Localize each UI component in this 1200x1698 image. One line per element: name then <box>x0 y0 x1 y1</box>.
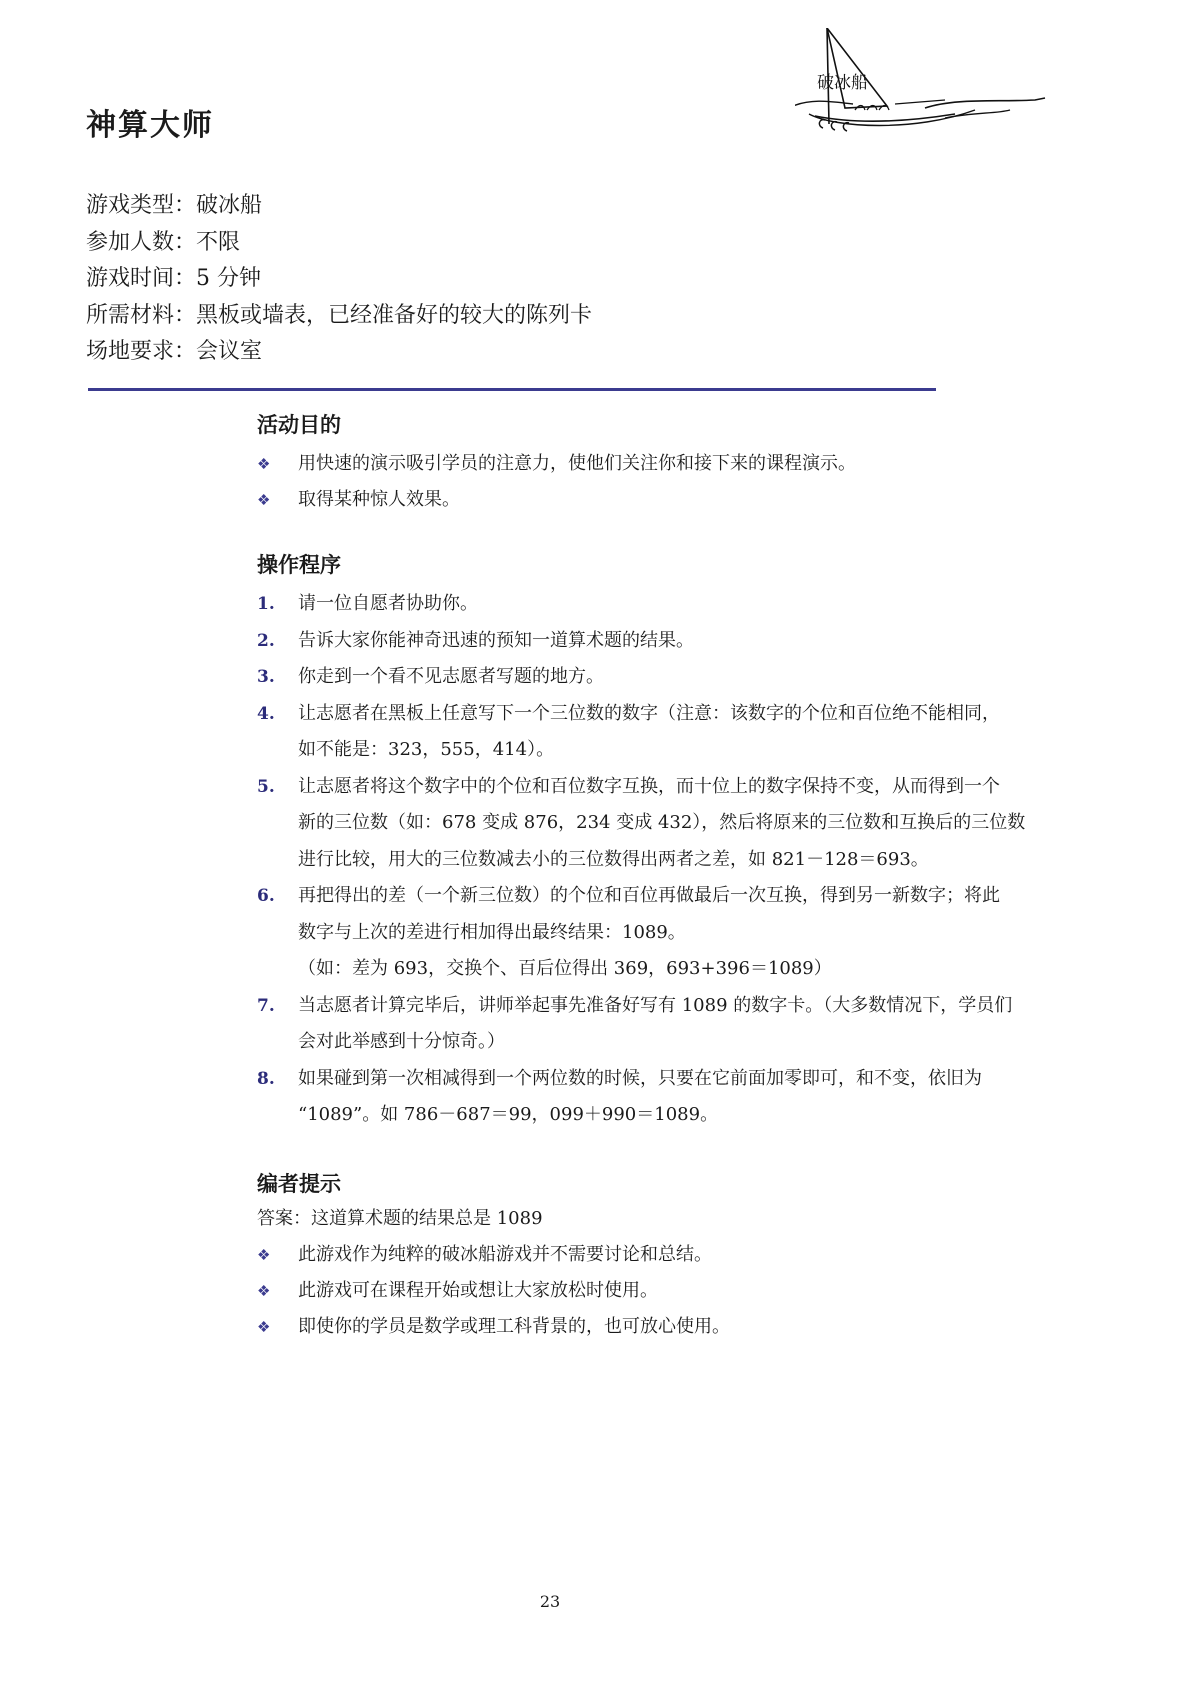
step-number: 6. <box>257 886 275 906</box>
venue: 场地要求：会议室 <box>86 339 263 364</box>
diamond-bullet-icon: ❖ <box>257 491 271 509</box>
purpose-section <box>257 408 1117 518</box>
list-item: ❖ 取得某种惊人效果。 <box>257 482 1117 518</box>
notes-list <box>257 1237 1117 1345</box>
game-time: 游戏时间：5 分钟 <box>86 266 261 291</box>
step-item: 5. 让志愿者将这个数字中的个位和百位数字互换，而十位上的数字保持不变，从而得到一个 新的三位数（如：678 变成 876，234 变成 432），然后将原来的三位数和互换后的三位数 进行比较，用大的三位数减去小的三位数得出两者之差，如 821－128＝693。 <box>257 769 1117 879</box>
step-number: 2. <box>257 630 275 651</box>
step-number: 1. <box>257 594 275 614</box>
section-heading-notes: 编者提示 <box>257 1171 341 1196</box>
diamond-bullet-icon: ❖ <box>257 455 271 473</box>
step-number: 4. <box>257 703 275 724</box>
game-type: 游戏类型：破冰船 <box>86 193 263 218</box>
page-title: 神算大师 <box>86 108 214 143</box>
main-content <box>257 408 1117 1345</box>
game-info-list <box>86 188 592 371</box>
step-item: 6. 再把得出的差（一个新三位数）的个位和百位再做最后一次互换，得到另一新数字；将此 数字与上次的差进行相加得出最终结果：1089。 （如：差为 693，交换个、百后位得出 369，693+396＝1089） <box>257 878 1117 988</box>
step-number: 3. <box>257 667 275 687</box>
purpose-list <box>257 446 1117 518</box>
step-number: 8. <box>257 1068 275 1089</box>
section-heading-procedure: 操作程序 <box>257 553 341 577</box>
logo-text: 破冰船 <box>817 73 868 93</box>
notes-section <box>257 1167 1117 1345</box>
step-item: 2. 告诉大家你能神奇迅速的预知一道算术题的结果。 <box>257 623 1117 660</box>
list-item: ❖ 即使你的学员是数学或理工科背景的，也可放心使用。 <box>257 1309 1117 1345</box>
step-item: 8. 如果碰到第一次相减得到一个两位数的时候，只要在它前面加零即可，和不变，依旧为 “1089”。如 786－687＝99，099＋990＝1089。 <box>257 1061 1117 1134</box>
section-heading-purpose: 活动目的 <box>257 413 341 437</box>
page-number: 23 <box>539 1592 561 1611</box>
materials: 所需材料：黑板或墙表，已经准备好的较大的陈列卡 <box>86 302 593 328</box>
procedure-steps <box>257 586 1117 1134</box>
diamond-bullet-icon: ❖ <box>257 1281 271 1300</box>
step-number: 5. <box>257 776 275 797</box>
step-number: 7. <box>257 995 275 1016</box>
sailboat-icon <box>795 28 1070 148</box>
list-item: ❖ 此游戏可在课程开始或想让大家放松时使用。 <box>257 1273 1117 1309</box>
diamond-bullet-icon: ❖ <box>257 1245 271 1264</box>
step-item: 3. 你走到一个看不见志愿者写题的地方。 <box>257 659 1117 696</box>
list-item: ❖ 用快速的演示吸引学员的注意力，使他们关注你和接下来的课程演示。 <box>257 446 1117 482</box>
diamond-bullet-icon: ❖ <box>257 1317 271 1336</box>
procedure-section <box>257 548 1117 1134</box>
step-item: 1. 请一位自愿者协助你。 <box>257 586 1117 623</box>
participants: 参加人数：不限 <box>86 229 241 255</box>
step-item: 7. 当志愿者计算完毕后，讲师举起事先准备好写有 1089 的数字卡。（大多数情况下，学员们 会对此举感到十分惊奇。） <box>257 988 1117 1061</box>
answer-text: 答案：这道算术题的结果总是 1089 <box>257 1207 543 1229</box>
step-item: 4. 让志愿者在黑板上任意写下一个三位数的数字（注意：该数字的个位和百位绝不能相同， 如不能是：323，555，414）。 <box>257 696 1117 769</box>
divider <box>88 388 936 391</box>
list-item: ❖ 此游戏作为纯粹的破冰船游戏并不需要讨论和总结。 <box>257 1237 1117 1273</box>
